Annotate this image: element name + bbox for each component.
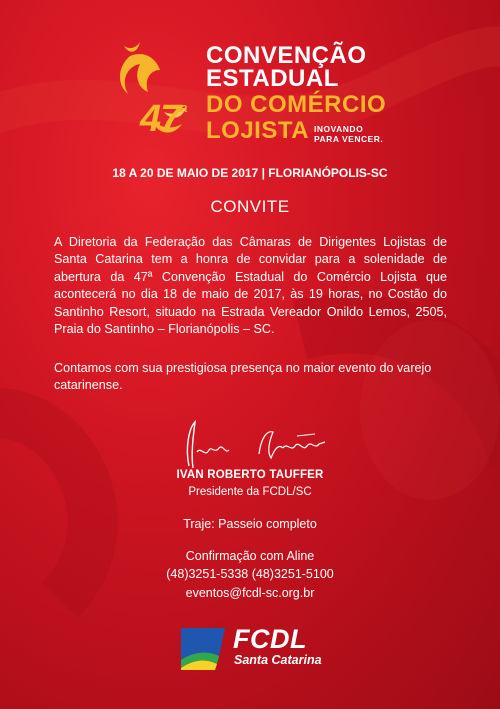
edition-number: 47$^a$: [140, 98, 187, 140]
title-line-4: LOJISTA: [206, 117, 310, 144]
tagline: [314, 124, 383, 144]
invitation-paragraph-2: Contamos com sua prestigiosa presença no maior evento do varejo catarinense.: [54, 361, 432, 393]
confirmation-text: Confirmação com Aline: [185, 549, 315, 563]
phone-numbers: (48)3251-5338 (48)3251-5100: [166, 567, 334, 581]
event-dateline: 18 A 20 DE MAIO DE 2017 | FLORIANÓPOLIS-SC: [112, 166, 388, 180]
tagline-line-2: PARA VENCER.: [314, 134, 384, 144]
edition-suffix: a: [180, 100, 187, 115]
fcdl-subtitle: Santa Catarina: [234, 653, 322, 667]
signatory-role: Presidente da FCDL/SC: [188, 486, 312, 498]
title-line-2: ESTADUAL: [206, 65, 339, 92]
email-address: eventos@fcdl-sc.org.br: [185, 586, 315, 600]
fcdl-name: FCDL: [233, 624, 307, 654]
invitation-paragraph-1: A Diretoria da Federação das Câmaras de Dirigentes Lojistas de Santa Catarina tem a honra de convidar para a solenidade de abertura da 47ª Convenção Estadual do Comércio Lojista que acontecerá no dia 18 de maio de 2017, às 19 horas, no Costão do Santinho Resort, situado na Estrada Vereador Onildo Lemos, 2505, Praia do Santinho – Florianópolis – SC.: [54, 235, 447, 337]
attire-text: Traje: Passeio completo: [183, 517, 317, 531]
fcdl-logo: [177, 626, 337, 676]
fcdl-logo-icon: [177, 626, 229, 672]
signatory-name: IVAN ROBERTO TAUFFER: [176, 469, 324, 481]
event-logo: [110, 36, 410, 156]
title-line-3: DO COMÉRCIO: [206, 91, 387, 118]
tagline-line-1: INOVANDO: [314, 124, 364, 134]
title-line-1: CONVENÇÃO: [206, 42, 367, 69]
invitation-heading: CONVITE: [210, 197, 290, 216]
signature-mark: [175, 418, 345, 472]
